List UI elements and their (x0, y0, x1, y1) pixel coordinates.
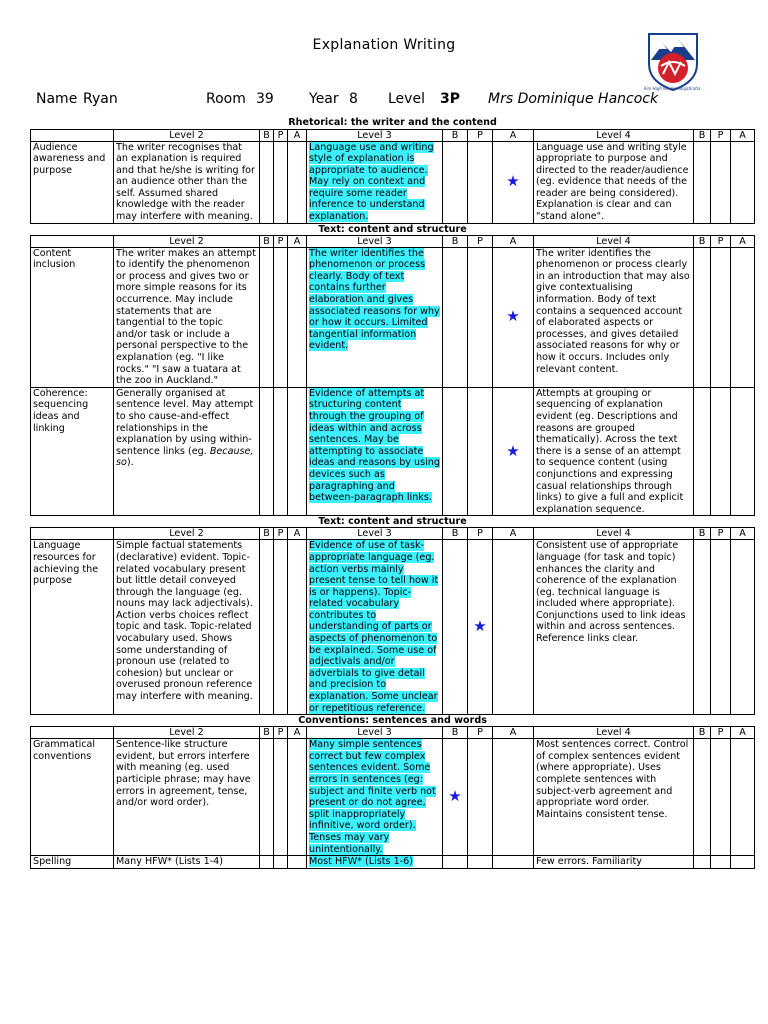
a-cell (493, 141, 534, 223)
section-title: Rhetorical: the writer and the contend (288, 117, 497, 128)
a-cell (288, 739, 307, 856)
b-cell (443, 387, 468, 516)
b-cell (260, 540, 274, 715)
a-cell (731, 387, 755, 516)
b-header: B (694, 528, 711, 540)
b-cell (443, 141, 468, 223)
rubric-row-spelling (31, 856, 755, 869)
section-heading (31, 516, 755, 528)
school-crest-icon (645, 30, 701, 94)
section-heading (31, 223, 755, 235)
p-header: P (468, 129, 493, 141)
b-header: B (694, 727, 711, 739)
logo-motto: Aim High Whakarangatiratia (643, 86, 701, 91)
p-cell (274, 387, 288, 516)
b-header: B (694, 235, 711, 247)
a-cell (288, 540, 307, 715)
b-cell (260, 739, 274, 856)
p-header: P (711, 129, 731, 141)
student-info (0, 91, 768, 111)
level4-header: Level 4 (534, 129, 694, 141)
b-cell (694, 739, 711, 856)
b-header: B (260, 528, 274, 540)
rubric-row-content (31, 247, 755, 387)
a-cell (731, 856, 755, 869)
p-cell (468, 856, 493, 869)
a-header: A (493, 235, 534, 247)
b-cell (260, 141, 274, 223)
b-header: B (260, 129, 274, 141)
p-header: P (274, 727, 288, 739)
a-cell (731, 247, 755, 387)
level4-cell: Language use and writing style appropriate to purpose and directed to the reader/audience (eg. evidence that needs of the reader are being considered). Explanation is clear and can "stand alone". (534, 141, 694, 223)
rubric-table (30, 117, 755, 869)
level2-header: Level 2 (114, 235, 260, 247)
p-cell (274, 247, 288, 387)
year-value: 8 (349, 91, 358, 107)
b-cell (694, 141, 711, 223)
level3-header: Level 3 (307, 528, 443, 540)
p-header: P (711, 235, 731, 247)
b-cell (694, 540, 711, 715)
level2-example: Because, so (116, 445, 254, 469)
level3-cell (307, 856, 443, 869)
level4-header: Level 4 (534, 235, 694, 247)
rubric-row-audience (31, 141, 755, 223)
b-cell (260, 387, 274, 516)
a-cell (493, 739, 534, 856)
b-header: B (443, 129, 468, 141)
a-cell (731, 141, 755, 223)
document-title: Explanation Writing (312, 37, 456, 53)
level3-cell (307, 247, 443, 387)
level2-cell: Many HFW* (Lists 1-4) (114, 856, 260, 869)
highlighted-text: Evidence of attempts at structuring content through the grouping of ideas within and across sentences. May be attempting to associate ideas and reasons by using devices such as paragraphing and between-paragraph links. (309, 387, 440, 504)
p-header: P (468, 235, 493, 247)
highlighted-text: The writer identifies the phenomenon or process clearly. Body of text contains further elaboration and gives associated reasons for why or how it occurs. Limited tangential information evident. (309, 247, 440, 352)
p-cell (711, 247, 731, 387)
p-header: P (468, 727, 493, 739)
criterion-cell: Spelling (31, 856, 114, 869)
level-label: Level (388, 91, 425, 107)
b-cell (694, 856, 711, 869)
level3-cell (307, 141, 443, 223)
a-header: A (731, 528, 755, 540)
level3-header: Level 3 (307, 235, 443, 247)
level2-cell: Sentence-like structure evident, but errors interfere with meaning (eg. used participle phrase; may have errors in agreement, tense, and/or word order). (114, 739, 260, 856)
b-header: B (260, 727, 274, 739)
criterion-header (31, 727, 114, 739)
a-header: A (493, 129, 534, 141)
level2-cell: The writer recognises that an explanation is required and that he/she is writing for an audience other than the self. Assumed shared knowledge with the reader may interfere with meaning. (114, 141, 260, 223)
b-cell (260, 856, 274, 869)
level-value: 3P (440, 91, 461, 107)
p-header: P (711, 528, 731, 540)
highlighted-text: Most HFW* (Lists 1-6) (309, 856, 413, 868)
a-cell (493, 387, 534, 516)
level4-cell: Consistent use of appropriate language (for task and topic) enhances the clarity and coherence of the explanation (eg. technical language is included where appropriate). Conjunctions used to link ideas within and across sentences. Reference links clear. (534, 540, 694, 715)
a-cell (288, 141, 307, 223)
star-icon: ★ (506, 172, 520, 191)
b-cell (443, 247, 468, 387)
column-header-row (31, 235, 755, 247)
highlighted-text: Evidence of use of task-appropriate language (eg. action verbs mainly present tense to tell how it is or happens). Topic-related vocabulary contributes to understanding of parts or aspects of phenomenon to be explained. Some use of adjectivals and/or adverbials to give detail and precision to explanation. Some unclear or repetitious reference. (309, 540, 439, 714)
b-cell (443, 540, 468, 715)
highlighted-text: Many simple sentences correct but few complex sentences evident. Some errors in sentences (eg: subject and finite verb not present or do not agree, split inappropriately infinitive, word order). Tenses may vary unintentionally. (309, 739, 436, 855)
a-header: A (288, 528, 307, 540)
p-cell (711, 141, 731, 223)
b-header: B (694, 129, 711, 141)
star-icon: ★ (506, 441, 520, 460)
level2-cell (114, 387, 260, 516)
p-cell (468, 739, 493, 856)
criterion-header (31, 129, 114, 141)
level3-header: Level 3 (307, 727, 443, 739)
b-cell (694, 247, 711, 387)
level2-text-end: ). (126, 457, 134, 469)
rubric-row-language (31, 540, 755, 715)
column-header-row (31, 129, 755, 141)
p-header: P (711, 727, 731, 739)
rubric-row-coherence (31, 387, 755, 516)
p-header: P (274, 528, 288, 540)
level2-cell: The writer makes an attempt to identify the phenomenon or process and gives two or more simple reasons for its occurrence. May include statements that are tangential to the topic and/or task or include a personal perspective to the explanation (eg. "I like rocks." "I saw a tuatara at the zoo in Auckland." (114, 247, 260, 387)
star-icon: ★ (448, 787, 462, 806)
p-cell (711, 387, 731, 516)
year-label: Year (309, 91, 339, 107)
a-cell (731, 739, 755, 856)
section-title: Text: content and structure (318, 516, 467, 528)
a-cell (288, 247, 307, 387)
b-cell (443, 739, 468, 856)
level4-cell: Most sentences correct. Control of complex sentences evident (where appropriate). Uses complete sentences with subject-verb agreement and appropriate word order. Maintains consistent tense. (534, 739, 694, 856)
a-cell (493, 856, 534, 869)
p-cell (468, 540, 493, 715)
column-header-row (31, 528, 755, 540)
p-cell (468, 247, 493, 387)
a-cell (493, 247, 534, 387)
p-cell (274, 141, 288, 223)
a-header: A (288, 235, 307, 247)
a-cell (731, 540, 755, 715)
a-header: A (731, 235, 755, 247)
level3-cell (307, 387, 443, 516)
a-header: A (493, 528, 534, 540)
p-cell (468, 387, 493, 516)
p-cell (711, 856, 731, 869)
column-header-row (31, 727, 755, 739)
b-header: B (443, 727, 468, 739)
level2-header: Level 2 (114, 129, 260, 141)
student-name: Ryan (83, 91, 118, 107)
a-header: A (731, 727, 755, 739)
section-title: Conventions: sentences and words (298, 715, 487, 727)
level2-header: Level 2 (114, 727, 260, 739)
level3-cell (307, 739, 443, 856)
star-icon: ★ (473, 617, 487, 636)
level3-cell (307, 540, 443, 715)
level3-header: Level 3 (307, 129, 443, 141)
level2-text: Generally organised at sentence level. May attempt to sho cause-and-effect relationships in the explanation by using within-sentence links (eg. (116, 387, 254, 457)
level4-cell: Attempts at grouping or sequencing of explanation evident (eg. Descriptions and reasons are grouped thematically). Across the text there is a sense of an attempt to sequence content (using conjunctions and expressing casual relationships through links) to give a full and explicit explanation sequence. (534, 387, 694, 516)
level4-header: Level 4 (534, 528, 694, 540)
b-header: B (443, 528, 468, 540)
level4-header: Level 4 (534, 727, 694, 739)
level4-cell: Few errors. Familiarity (534, 856, 694, 869)
a-header: A (493, 727, 534, 739)
a-cell (288, 387, 307, 516)
b-cell (443, 856, 468, 869)
criterion-header (31, 235, 114, 247)
p-header: P (468, 528, 493, 540)
room-label: Room (206, 91, 246, 107)
p-header: P (274, 235, 288, 247)
p-cell (711, 739, 731, 856)
name-label: Name (36, 91, 78, 107)
b-cell (260, 247, 274, 387)
teacher-name: Mrs Dominique Hancock (488, 91, 659, 107)
section-title: Text: content and structure (318, 223, 467, 235)
criterion-header (31, 528, 114, 540)
b-header: B (443, 235, 468, 247)
section-heading (31, 117, 755, 129)
criterion-cell: Coherence: sequencing ideas and linking (31, 387, 114, 516)
section-heading (31, 715, 755, 727)
b-cell (694, 387, 711, 516)
criterion-cell: Language resources for achieving the purpose (31, 540, 114, 715)
b-header: B (260, 235, 274, 247)
p-cell (274, 856, 288, 869)
p-cell (711, 540, 731, 715)
level2-cell: Simple factual statements (declarative) evident. Topic-related vocabulary present but little detail conveyed through the language (eg. nouns may lack adjectivals). Action verbs choices reflect topic and task. Topic-related vocabulary used. Shows some understanding of pronoun use (related to cohesion) but unclear or overused pronoun reference may interfere with meaning. (114, 540, 260, 715)
a-header: A (731, 129, 755, 141)
p-cell (274, 540, 288, 715)
level4-cell: The writer identifies the phenomenon or process clearly in an introduction that may also give contextualising information. Body of text contains a sequenced account of elaborated aspects or processes, and gives detailed associated reasons for why or how it occurs. Includes only relevant content. (534, 247, 694, 387)
a-cell (493, 540, 534, 715)
criterion-cell: Grammatical conventions (31, 739, 114, 856)
p-cell (468, 141, 493, 223)
a-header: A (288, 129, 307, 141)
p-header: P (274, 129, 288, 141)
room-value: 39 (256, 91, 274, 107)
criterion-cell: Audience awareness and purpose (31, 141, 114, 223)
a-cell (288, 856, 307, 869)
a-header: A (288, 727, 307, 739)
level2-header: Level 2 (114, 528, 260, 540)
p-cell (274, 739, 288, 856)
highlighted-text: Language use and writing style of explanation is appropriate to audience. May rely on context and require some reader inference to understand explanation. (309, 141, 434, 223)
criterion-cell: Content inclusion (31, 247, 114, 387)
star-icon: ★ (506, 307, 520, 326)
rubric-row-grammar (31, 739, 755, 856)
